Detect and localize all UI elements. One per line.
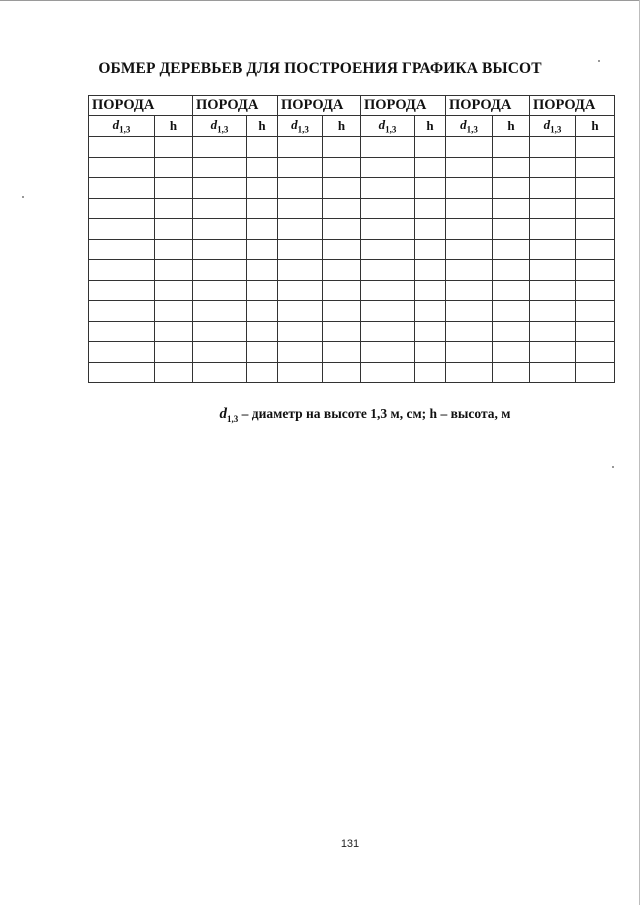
table-cell[interactable] [278, 342, 323, 363]
table-cell[interactable] [446, 178, 493, 199]
table-cell[interactable] [247, 321, 278, 342]
table-cell[interactable] [193, 321, 247, 342]
species-header-cell: ПОРОДА [446, 96, 530, 116]
table-cell[interactable] [576, 219, 615, 240]
table-cell[interactable] [446, 260, 493, 281]
table-cell[interactable] [446, 137, 493, 158]
table-row [89, 260, 615, 281]
diameter-symbol [460, 117, 478, 135]
table-cell[interactable] [193, 239, 247, 260]
table-cell[interactable] [89, 198, 155, 219]
table-cell[interactable] [415, 362, 446, 383]
diameter-letter: d [460, 117, 467, 133]
table-cell[interactable] [446, 198, 493, 219]
table-cell[interactable] [323, 219, 361, 240]
table-cell[interactable] [446, 219, 493, 240]
table-cell[interactable] [155, 198, 193, 219]
diameter-subscript: 1,3 [385, 124, 397, 135]
legend-d-subscript: 1,3 [227, 414, 239, 424]
diameter-letter: d [291, 117, 298, 133]
table-row [89, 301, 615, 322]
page-number: 131 [340, 838, 360, 850]
table-cell[interactable] [278, 321, 323, 342]
species-header-cell: ПОРОДА [193, 96, 278, 116]
table-row [89, 157, 615, 178]
legend-diameter-symbol [220, 406, 239, 422]
table-cell[interactable] [155, 260, 193, 281]
table-cell[interactable] [530, 219, 576, 240]
diameter-letter: d [543, 117, 551, 133]
species-header-cell: ПОРОДА [278, 96, 361, 116]
measure-header-row [89, 116, 615, 137]
table-cell[interactable] [155, 321, 193, 342]
table-cell[interactable] [155, 239, 193, 260]
diameter-symbol [112, 117, 131, 135]
table-cell[interactable] [493, 280, 530, 301]
table-cell[interactable] [530, 280, 576, 301]
table-cell[interactable] [493, 137, 530, 158]
table-cell[interactable] [446, 301, 493, 322]
table-cell[interactable] [530, 178, 576, 199]
height-header-cell: h [493, 116, 530, 137]
scan-speck [612, 466, 614, 468]
table-cell[interactable] [415, 198, 446, 219]
table-cell[interactable] [530, 198, 576, 219]
table-cell[interactable] [278, 301, 323, 322]
table-cell[interactable] [446, 157, 493, 178]
table-cell[interactable] [415, 178, 446, 199]
table-cell[interactable] [89, 219, 155, 240]
table-cell[interactable] [493, 342, 530, 363]
species-header-cell: ПОРОДА [361, 96, 446, 116]
table-cell[interactable] [530, 157, 576, 178]
table-cell[interactable] [247, 178, 278, 199]
table-cell[interactable] [247, 260, 278, 281]
table-cell[interactable] [493, 219, 530, 240]
table-cell[interactable] [89, 342, 155, 363]
table-cell[interactable] [361, 137, 415, 158]
diameter-subscript: 1,3 [466, 124, 478, 135]
table-cell[interactable] [446, 321, 493, 342]
height-header-cell: h [323, 116, 361, 137]
table-cell[interactable] [576, 137, 615, 158]
table-cell[interactable] [530, 362, 576, 383]
table-cell[interactable] [193, 198, 247, 219]
table-cell[interactable] [530, 321, 576, 342]
table-cell[interactable] [576, 321, 615, 342]
table-cell[interactable] [493, 239, 530, 260]
table-cell[interactable] [576, 157, 615, 178]
table-cell[interactable] [278, 157, 323, 178]
table-cell[interactable] [323, 362, 361, 383]
table-cell[interactable] [89, 321, 155, 342]
table-cell[interactable] [247, 219, 278, 240]
table-cell[interactable] [193, 219, 247, 240]
diameter-header-cell [530, 116, 576, 137]
table-cell[interactable] [278, 362, 323, 383]
table-cell[interactable] [361, 157, 415, 178]
table-cell[interactable] [193, 137, 247, 158]
table-cell[interactable] [155, 280, 193, 301]
height-header-cell: h [576, 116, 615, 137]
species-header-row [89, 96, 615, 116]
table-row [89, 219, 615, 240]
table-cell[interactable] [530, 137, 576, 158]
diameter-symbol [210, 117, 229, 135]
table-cell[interactable] [247, 362, 278, 383]
table-cell[interactable] [155, 219, 193, 240]
table-cell[interactable] [576, 198, 615, 219]
diameter-subscript: 1,3 [550, 124, 562, 135]
table-cell[interactable] [530, 342, 576, 363]
table-cell[interactable] [247, 157, 278, 178]
diameter-subscript: 1,3 [119, 124, 131, 135]
table-cell[interactable] [415, 239, 446, 260]
diameter-symbol [378, 117, 397, 135]
page-title: ОБМЕР ДЕРЕВЬЕВ ДЛЯ ПОСТРОЕНИЯ ГРАФИКА ВЫСОТ [98, 60, 542, 77]
table-cell[interactable] [323, 321, 361, 342]
table-cell[interactable] [446, 280, 493, 301]
table-cell[interactable] [361, 342, 415, 363]
table-cell[interactable] [415, 137, 446, 158]
diameter-subscript: 1,3 [217, 124, 229, 135]
table-cell[interactable] [193, 280, 247, 301]
table-cell[interactable] [576, 178, 615, 199]
table-cell[interactable] [415, 321, 446, 342]
table-row [89, 178, 615, 199]
table-cell[interactable] [493, 198, 530, 219]
table-cell[interactable] [155, 342, 193, 363]
table-cell[interactable] [89, 280, 155, 301]
table-cell[interactable] [323, 239, 361, 260]
table-cell[interactable] [89, 362, 155, 383]
table-cell[interactable] [415, 342, 446, 363]
diameter-header-cell [278, 116, 323, 137]
table-cell[interactable] [155, 362, 193, 383]
table-cell[interactable] [361, 260, 415, 281]
table-cell[interactable] [89, 301, 155, 322]
table-cell[interactable] [323, 280, 361, 301]
table-cell[interactable] [446, 239, 493, 260]
table-cell[interactable] [323, 260, 361, 281]
measurement-table [88, 95, 615, 383]
table-cell[interactable] [323, 137, 361, 158]
species-header-cell: ПОРОДА [89, 96, 193, 116]
table-cell[interactable] [193, 362, 247, 383]
species-header-cell: ПОРОДА [530, 96, 615, 116]
table-cell[interactable] [493, 362, 530, 383]
table-cell[interactable] [576, 280, 615, 301]
table-row [89, 362, 615, 383]
table-cell[interactable] [89, 260, 155, 281]
table-cell[interactable] [493, 178, 530, 199]
table-cell[interactable] [89, 239, 155, 260]
table-cell[interactable] [155, 137, 193, 158]
table-cell[interactable] [361, 178, 415, 199]
table-legend [0, 406, 640, 424]
table-cell[interactable] [323, 198, 361, 219]
table-cell[interactable] [155, 178, 193, 199]
diameter-subscript: 1,3 [297, 124, 309, 135]
table-cell[interactable] [493, 260, 530, 281]
table-cell[interactable] [278, 219, 323, 240]
diameter-letter: d [112, 117, 120, 133]
table-cell[interactable] [576, 342, 615, 363]
height-header-cell: h [155, 116, 193, 137]
diameter-symbol [291, 117, 309, 135]
table-cell[interactable] [361, 280, 415, 301]
table-cell[interactable] [415, 301, 446, 322]
table-cell[interactable] [493, 321, 530, 342]
diameter-header-cell [89, 116, 155, 137]
diameter-letter: d [210, 117, 218, 133]
table-cell[interactable] [576, 301, 615, 322]
table-cell[interactable] [361, 301, 415, 322]
table-cell[interactable] [278, 198, 323, 219]
diameter-symbol [543, 117, 562, 135]
table-cell[interactable] [278, 178, 323, 199]
height-header-cell: h [415, 116, 446, 137]
diameter-header-cell [361, 116, 415, 137]
table-cell[interactable] [415, 157, 446, 178]
diameter-header-cell [193, 116, 247, 137]
table-cell[interactable] [446, 362, 493, 383]
table-cell[interactable] [155, 301, 193, 322]
scan-speck [22, 196, 24, 198]
table-row [89, 137, 615, 158]
table-cell[interactable] [278, 280, 323, 301]
table-cell[interactable] [247, 239, 278, 260]
table-cell[interactable] [193, 260, 247, 281]
table-cell[interactable] [247, 342, 278, 363]
table-cell[interactable] [323, 301, 361, 322]
table-cell[interactable] [361, 239, 415, 260]
table-cell[interactable] [193, 342, 247, 363]
table-cell[interactable] [247, 137, 278, 158]
table-cell[interactable] [361, 362, 415, 383]
height-header-cell: h [247, 116, 278, 137]
table-cell[interactable] [361, 198, 415, 219]
table-cell[interactable] [493, 157, 530, 178]
diameter-header-cell [446, 116, 493, 137]
table-cell[interactable] [323, 157, 361, 178]
table-cell[interactable] [323, 178, 361, 199]
table-cell[interactable] [576, 260, 615, 281]
table-cell[interactable] [415, 280, 446, 301]
table-cell[interactable] [361, 219, 415, 240]
table-cell[interactable] [89, 137, 155, 158]
table-cell[interactable] [89, 178, 155, 199]
table-cell[interactable] [446, 342, 493, 363]
table-cell[interactable] [576, 362, 615, 383]
table-row [89, 198, 615, 219]
table-row [89, 342, 615, 363]
table-cell[interactable] [576, 239, 615, 260]
table-row [89, 239, 615, 260]
table-row [89, 280, 615, 301]
table-cell[interactable] [530, 239, 576, 260]
diameter-letter: d [378, 117, 386, 133]
table-cell[interactable] [415, 219, 446, 240]
page-top-edge [0, 0, 640, 1]
table-cell[interactable] [361, 321, 415, 342]
table-cell[interactable] [247, 280, 278, 301]
table-cell[interactable] [155, 157, 193, 178]
table-row [89, 321, 615, 342]
table-cell[interactable] [89, 157, 155, 178]
table-cell[interactable] [193, 178, 247, 199]
table-cell[interactable] [278, 260, 323, 281]
legend-d-letter: d [219, 406, 228, 422]
table-cell[interactable] [530, 301, 576, 322]
table-cell[interactable] [415, 260, 446, 281]
table-cell[interactable] [278, 137, 323, 158]
table-body [89, 96, 615, 383]
table-cell[interactable] [493, 301, 530, 322]
table-cell[interactable] [193, 301, 247, 322]
table-cell[interactable] [247, 301, 278, 322]
table-cell[interactable] [247, 198, 278, 219]
table-cell[interactable] [323, 342, 361, 363]
table-cell[interactable] [193, 157, 247, 178]
legend-text: – диаметр на высоте 1,3 м, см; h – высота, м [238, 406, 511, 421]
table-cell[interactable] [530, 260, 576, 281]
table-cell[interactable] [278, 239, 323, 260]
